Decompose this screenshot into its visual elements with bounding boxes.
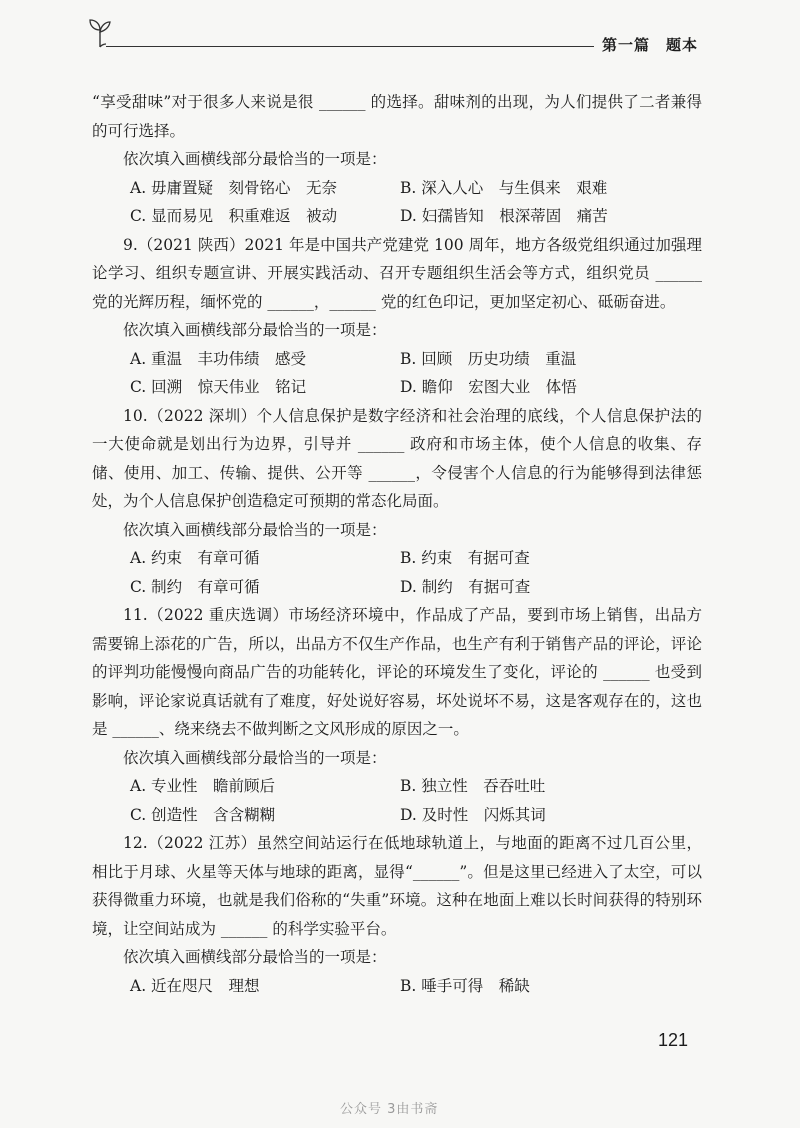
option-d[interactable]: D. 制约 有据可查: [400, 577, 531, 596]
option-c[interactable]: C. 制约 有章可循: [130, 577, 260, 596]
question-prompt: 依次填入画横线部分最恰当的一项是：: [123, 150, 387, 168]
answer-options: [130, 772, 702, 829]
option-b[interactable]: B. 回顾 历史功绩 重温: [400, 349, 577, 368]
question-11: [92, 601, 702, 829]
question-text: “享受甜味”对于很多人来说是很 ______ 的选择。甜味剂的出现，为人们提供了二者兼得的可行选择。: [92, 93, 702, 140]
question-8-tail: [92, 88, 702, 231]
question-prompt: 依次填入画横线部分最恰当的一项是：: [123, 520, 387, 539]
answer-options: [130, 544, 702, 601]
question-12: [92, 829, 702, 1000]
answer-options: [130, 972, 702, 1001]
question-text: 9.（2021 陕西）2021 年是中国共产党建党 100 周年，地方各级党组织通过加强理论学习、组织专题宣讲、开展实践活动、召开专题组织生活会等方式，组织党员 ______ 党的光辉历程，缅怀党的 ______，______ 党的红色印记，更加坚定初心、砥砺奋进。: [92, 235, 702, 311]
option-b[interactable]: B. 深入人心 与生俱来 艰难: [400, 178, 608, 197]
question-text: 12.（2022 江苏）虽然空间站运行在低地球轨道上，与地面的距离不过几百公里，相比于月球、火星等天体与地球的距离，显得“______”。但是这里已经进入了太空，可以获得微重力环境，也就是我们俗称的“失重”环境。这种在地面上难以长时间获得的特别环境，让空间站成为 ______ 的科学实验平台。: [92, 834, 702, 938]
question-9: [92, 231, 702, 402]
option-c[interactable]: C. 创造性 含含糊糊: [130, 805, 276, 824]
page-number: 121: [658, 1030, 689, 1050]
watermark: 公众号 3由书斋: [340, 1102, 439, 1117]
page-header: [0, 0, 800, 70]
option-d[interactable]: D. 瞻仰 宏图大业 体悟: [400, 378, 577, 396]
question-text: 10.（2022 深圳）个人信息保护是数字经济和社会治理的底线，个人信息保护法的一大使命就是划出行为边界，引导并 ______ 政府和市场主体，使个人信息的收集、存储、使用、加工、传输、提供、公开等 ______，令侵害个人信息的行为能够得到法律惩处，为个人信息保护创造稳定可预期的常态化局面。: [92, 406, 702, 510]
option-b[interactable]: B. 唾手可得 稀缺: [400, 976, 530, 995]
section-title: 第一篇 题本: [602, 36, 699, 54]
answer-options: [130, 174, 702, 231]
header-rule: [106, 46, 594, 47]
option-a[interactable]: A. 毋庸置疑 刻骨铭心 无奈: [130, 178, 338, 197]
sprout-icon: [88, 18, 112, 48]
option-c[interactable]: C. 显而易见 积重难返 被动: [130, 207, 338, 225]
option-a[interactable]: A. 重温 丰功伟绩 感受: [130, 349, 307, 368]
question-prompt: 依次填入画横线部分最恰当的一项是：: [123, 321, 387, 339]
question-10: [92, 402, 702, 602]
question-prompt: 依次填入画横线部分最恰当的一项是：: [123, 748, 387, 767]
option-c[interactable]: C. 回溯 惊天伟业 铭记: [130, 378, 307, 396]
question-prompt: 依次填入画横线部分最恰当的一项是：: [123, 948, 387, 966]
option-d[interactable]: D. 妇孺皆知 根深蒂固 痛苦: [400, 207, 608, 225]
option-b[interactable]: B. 约束 有据可查: [400, 549, 530, 567]
option-a[interactable]: A. 约束 有章可循: [130, 549, 260, 567]
question-text: 11.（2022 重庆选调）市场经济环境中，作品成了产品，要到市场上销售，出品方需要锦上添花的广告，所以，出品方不仅生产作品，也生产有利于销售产品的评论，评论的评判功能慢慢向商品广告的功能转化，评论的环境发生了变化，评论的 ______ 也受到影响，评论家说真话就有了难度，好处说好容易，坏处说坏不易，这是客观存在的，这也是 ______、绕来绕去不做判断之文风形成的原因之一。: [92, 606, 702, 738]
option-d[interactable]: D. 及时性 闪烁其词: [400, 805, 546, 824]
option-b[interactable]: B. 独立性 吞吞吐吐: [400, 777, 546, 795]
option-a[interactable]: A. 专业性 瞻前顾后: [130, 777, 276, 795]
option-a[interactable]: A. 近在咫尺 理想: [130, 976, 260, 995]
answer-options: [130, 345, 702, 402]
page-content: [92, 88, 702, 1000]
